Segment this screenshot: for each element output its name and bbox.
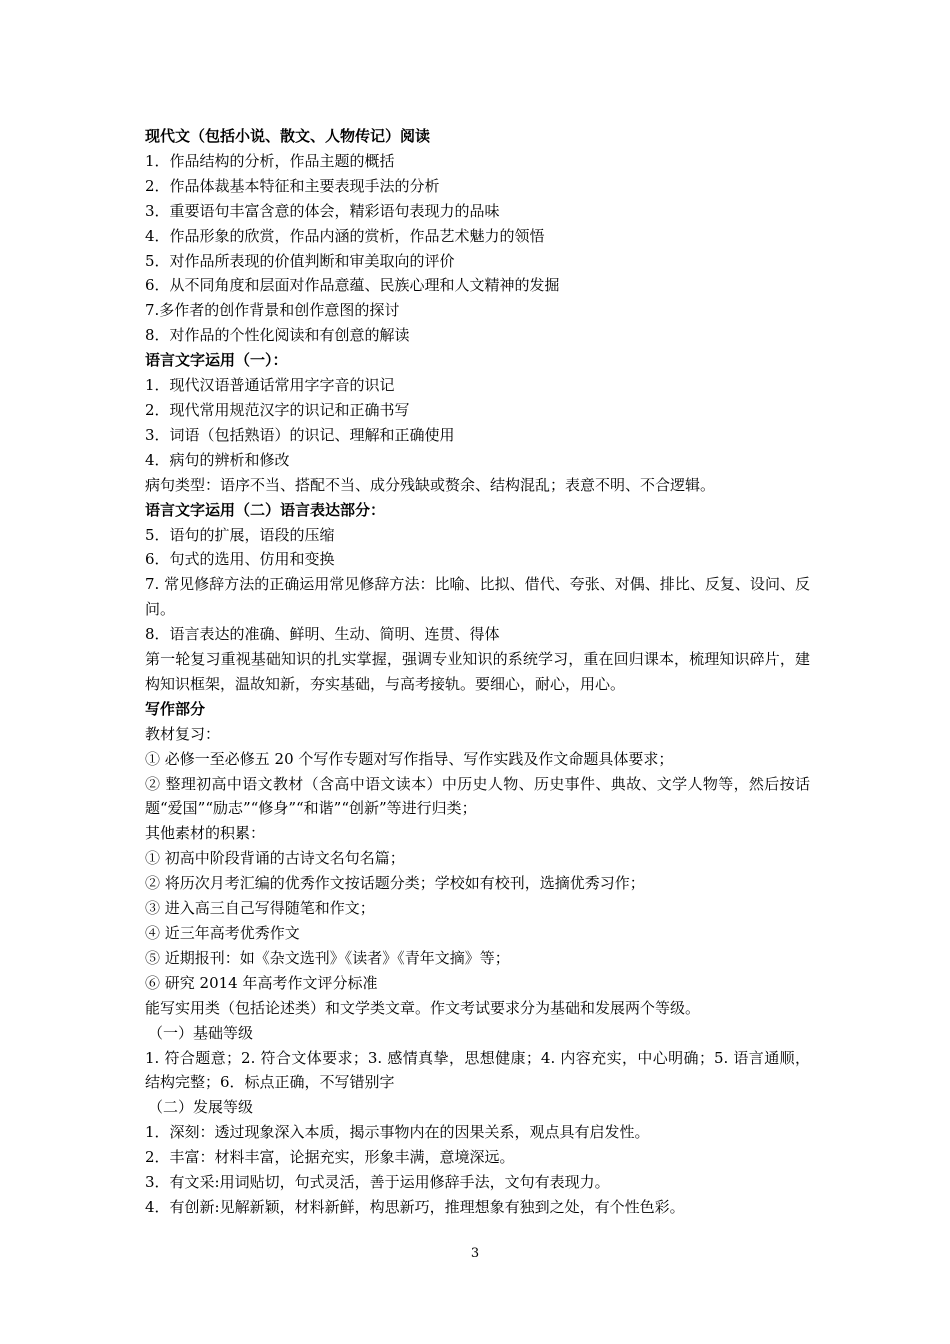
section-heading-language-use-1: 语言文字运用（一）： <box>145 351 288 370</box>
page-body <box>145 124 810 1220</box>
list-item: ② 将历次月考汇编的优秀作文按话题分类；学校如有校刊，选摘优秀习作； <box>145 874 645 893</box>
list-item: 1．深刻：透过现象深入本质，揭示事物内在的因果关系，观点具有启发性。 <box>145 1123 650 1142</box>
list-item: 8．语言表达的准确、鲜明、生动、简明、连贯、得体 <box>145 625 500 644</box>
list-item: 1．作品结构的分析，作品主题的概括 <box>145 151 395 170</box>
list-item: 2．作品体裁基本特征和主要表现手法的分析 <box>145 176 440 195</box>
basic-level-text: 1. 符合题意；2. 符合文体要求；3. 感情真挚，思想健康；4. 内容充实，中心明确；5. 语言通顺，结构完整；6．标点正确，不写错别字 <box>145 1048 810 1092</box>
list-item: ⑥ 研究 2014 年高考作文评分标准 <box>145 973 378 992</box>
other-material-label: 其他素材的积累： <box>145 824 266 843</box>
section-heading-language-use-2: 语言文字运用（二）语言表达部分： <box>145 500 386 519</box>
list-item: 4．有创新:见解新颖，材料新鲜，构思新巧，推理想象有独到之处，有个性色彩。 <box>145 1197 685 1216</box>
page-number: 3 <box>470 1246 480 1261</box>
list-item: 6．从不同角度和层面对作品意蕴、民族心理和人文精神的发掘 <box>145 276 560 295</box>
list-item: 1．现代汉语普通话常用字字音的识记 <box>145 376 395 395</box>
list-item: ④ 近三年高考优秀作文 <box>145 924 300 942</box>
list-item: ② 整理初高中语文教材（含高中语文读本）中历史人物、历史事件、典故、文学人物等，然后按话题“爱国”“励志”“修身”“和谐”“创新”等进行归类； <box>145 774 810 818</box>
list-item: 2．丰富：材料丰富，论据充实，形象丰满，意境深远。 <box>145 1148 515 1167</box>
list-item: 3．重要语句丰富含意的体会，精彩语句表现力的品味 <box>145 201 500 220</box>
list-item: 5．对作品所表现的价值判断和审美取向的评价 <box>145 251 455 270</box>
textbook-review-label: 教材复习： <box>145 724 221 743</box>
rhetoric-item: 7. 常见修辞方法的正确运用常见修辞方法：比喻、比拟、借代、夸张、对偶、排比、反复、设问、反问。 <box>145 575 810 619</box>
basic-level-label: （一）基础等级 <box>148 1023 254 1042</box>
development-level-label: （二）发展等级 <box>148 1098 254 1117</box>
list-item: 6．句式的选用、仿用和变换 <box>145 550 335 569</box>
list-item: ① 必修一至必修五 20 个写作专题对写作指导、写作实践及作文命题具体要求； <box>145 749 674 768</box>
list-item: 3．词语（包括熟语）的识记、理解和正确使用 <box>145 425 455 444</box>
section-heading-writing: 写作部分 <box>145 699 206 718</box>
list-item: ③ 进入高三自己写得随笔和作文； <box>145 899 375 918</box>
list-item: 4．病句的辨析和修改 <box>145 450 290 469</box>
list-item: 3．有文采:用词贴切，句式灵活，善于运用修辞手法，文句有表现力。 <box>145 1173 610 1192</box>
sick-sentence-types: 病句类型：语序不当、搭配不当、成分残缺或赘余、结构混乱；表意不明、不合逻辑。 <box>145 475 716 494</box>
list-item: ⑤ 近期报刊：如《杂文选刊》《读者》《青年文摘》等； <box>145 948 510 967</box>
list-item: 8．对作品的个性化阅读和有创意的解读 <box>145 326 410 345</box>
list-item: ① 初高中阶段背诵的古诗文名句名篇； <box>145 849 405 868</box>
list-item: 7.多作者的创作背景和创作意图的探讨 <box>145 301 400 320</box>
list-item: 4．作品形象的欣赏，作品内涵的赏析，作品艺术魅力的领悟 <box>145 226 545 245</box>
list-item: 5．语句的扩展，语段的压缩 <box>145 525 335 544</box>
list-item: 2．现代常用规范汉字的识记和正确书写 <box>145 400 410 419</box>
section-heading-modern-reading: 现代文（包括小说、散文、人物传记）阅读 <box>145 127 431 145</box>
review-summary-paragraph: 第一轮复习重视基础知识的扎实掌握，强调专业知识的系统学习，重在回归课本，梳理知识碎片，建构知识框架，温故知新，夯实基础，与高考接轨。要细心，耐心，用心。 <box>145 650 810 693</box>
writing-requirement: 能写实用类（包括论述类）和文学类文章。作文考试要求分为基础和发展两个等级。 <box>145 998 701 1017</box>
